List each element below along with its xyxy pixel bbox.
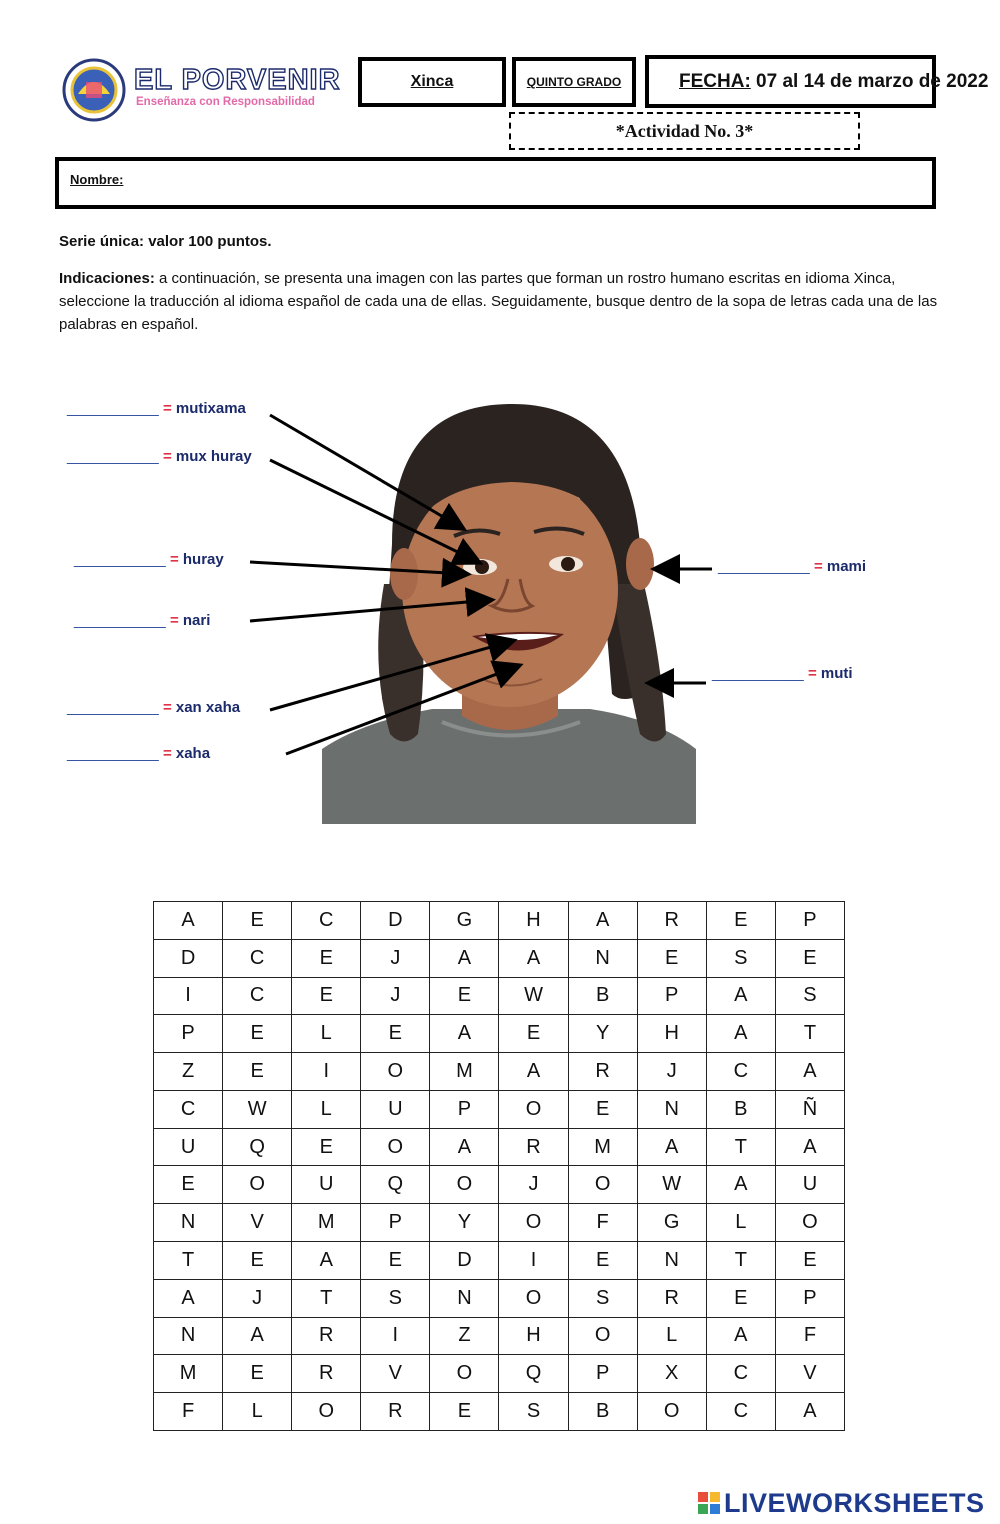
grid-cell[interactable]: D xyxy=(361,902,430,940)
grid-cell[interactable]: R xyxy=(637,1279,706,1317)
grid-cell[interactable]: I xyxy=(361,1317,430,1355)
grid-cell[interactable]: B xyxy=(568,1393,637,1431)
grid-cell[interactable]: O xyxy=(361,1053,430,1091)
grid-cell[interactable]: A xyxy=(706,1166,775,1204)
grid-cell[interactable]: M xyxy=(568,1128,637,1166)
grid-cell[interactable]: V xyxy=(775,1355,844,1393)
label-word: nari xyxy=(182,612,211,629)
grid-cell[interactable]: R xyxy=(637,902,706,940)
grid-cell[interactable]: H xyxy=(499,1317,568,1355)
answer-blank[interactable]: ___________ xyxy=(712,665,804,682)
grid-cell[interactable]: P xyxy=(637,977,706,1015)
grid-cell[interactable]: Z xyxy=(154,1053,223,1091)
grid-row xyxy=(154,1015,845,1053)
arrow-xan-xaha xyxy=(270,641,512,710)
grid-cell[interactable]: R xyxy=(292,1317,361,1355)
grid-row xyxy=(154,1355,845,1393)
grid-cell[interactable]: F xyxy=(568,1204,637,1242)
grid-cell[interactable]: E xyxy=(775,939,844,977)
grid-cell[interactable]: T xyxy=(706,1242,775,1280)
label-word: mami xyxy=(826,558,867,575)
grid-cell[interactable]: J xyxy=(361,977,430,1015)
grid-cell[interactable]: O xyxy=(775,1204,844,1242)
arrow-nari xyxy=(250,600,490,621)
grid-cell[interactable]: L xyxy=(292,1015,361,1053)
equals-sign: = xyxy=(162,448,172,465)
answer-blank[interactable]: ___________ xyxy=(74,612,166,629)
grid-cell[interactable]: W xyxy=(223,1090,292,1128)
grid-cell[interactable]: L xyxy=(706,1204,775,1242)
answer-blank[interactable]: ___________ xyxy=(67,745,159,762)
grid-cell[interactable]: O xyxy=(568,1166,637,1204)
grid-cell[interactable]: J xyxy=(637,1053,706,1091)
grid-cell[interactable]: U xyxy=(361,1090,430,1128)
grid-cell[interactable]: P xyxy=(775,902,844,940)
grid-cell[interactable]: S xyxy=(361,1279,430,1317)
label-nari xyxy=(74,612,210,629)
grid-cell[interactable]: M xyxy=(154,1355,223,1393)
grid-cell[interactable]: T xyxy=(154,1242,223,1280)
label-word: huray xyxy=(182,551,224,568)
grid-cell[interactable]: O xyxy=(292,1393,361,1431)
answer-blank[interactable]: ___________ xyxy=(718,558,810,575)
grid-cell[interactable]: A xyxy=(292,1242,361,1280)
equals-sign: = xyxy=(162,400,172,417)
grid-cell[interactable]: A xyxy=(154,902,223,940)
grid-cell[interactable]: A xyxy=(223,1317,292,1355)
grid-cell[interactable]: A xyxy=(499,939,568,977)
grid-cell[interactable]: Y xyxy=(568,1015,637,1053)
liveworksheets-brand: LIVEWORKSHEETS xyxy=(724,1488,985,1518)
grid-row xyxy=(154,1204,845,1242)
grid-cell[interactable]: U xyxy=(775,1166,844,1204)
equals-sign: = xyxy=(162,699,172,716)
grid-row xyxy=(154,1053,845,1091)
equals-sign: = xyxy=(807,665,817,682)
grid-cell[interactable]: L xyxy=(637,1317,706,1355)
grid-cell[interactable]: N xyxy=(154,1317,223,1355)
label-xaha xyxy=(67,745,210,762)
grid-cell[interactable]: A xyxy=(430,1015,499,1053)
grid-cell[interactable]: H xyxy=(637,1015,706,1053)
grid-cell[interactable]: C xyxy=(706,1355,775,1393)
grid-cell[interactable]: E xyxy=(706,1279,775,1317)
grid-cell[interactable]: Q xyxy=(499,1355,568,1393)
grid-cell[interactable]: E xyxy=(223,1355,292,1393)
arrow-xaha xyxy=(286,666,518,754)
grid-cell[interactable]: E xyxy=(775,1242,844,1280)
equals-sign: = xyxy=(162,745,172,762)
grid-row xyxy=(154,1242,845,1280)
grid-cell[interactable]: B xyxy=(568,977,637,1015)
grid-cell[interactable]: G xyxy=(637,1204,706,1242)
grid-cell[interactable]: H xyxy=(499,902,568,940)
grid-cell[interactable]: E xyxy=(223,1015,292,1053)
answer-blank[interactable]: ___________ xyxy=(67,699,159,716)
grid-cell[interactable]: B xyxy=(706,1090,775,1128)
equals-sign: = xyxy=(169,551,179,568)
grid-row xyxy=(154,1279,845,1317)
grid-cell[interactable]: Q xyxy=(223,1128,292,1166)
grid-cell[interactable]: C xyxy=(706,1053,775,1091)
grid-cell[interactable]: L xyxy=(292,1090,361,1128)
grid-cell[interactable]: E xyxy=(430,977,499,1015)
grid-cell[interactable]: P xyxy=(430,1090,499,1128)
grid-cell[interactable]: R xyxy=(499,1128,568,1166)
grid-cell[interactable]: V xyxy=(223,1204,292,1242)
indic-text: a continuación, se presenta una imagen con las partes que forman un rostro humano escritas en idioma Xinca, seleccione la traducción al idioma español de cada una de ellas. Seguidamente, busque dentro de la sopa de letras cada una de las palabras en español. xyxy=(59,270,938,333)
grid-cell[interactable]: E xyxy=(223,1053,292,1091)
label-word: mutixama xyxy=(175,400,246,417)
grid-cell[interactable]: Q xyxy=(361,1166,430,1204)
grade-text: QUINTO GRADO xyxy=(526,75,622,89)
grid-cell[interactable]: O xyxy=(499,1204,568,1242)
grid-cell[interactable]: F xyxy=(775,1317,844,1355)
grid-cell[interactable]: E xyxy=(499,1015,568,1053)
grid-cell[interactable]: D xyxy=(430,1242,499,1280)
grid-cell[interactable]: Y xyxy=(430,1204,499,1242)
grid-cell[interactable]: O xyxy=(361,1128,430,1166)
grid-cell[interactable]: A xyxy=(499,1053,568,1091)
grid-cell[interactable]: A xyxy=(706,1015,775,1053)
grid-row xyxy=(154,1090,845,1128)
grid-cell[interactable]: E xyxy=(361,1015,430,1053)
grid-cell[interactable]: E xyxy=(568,1242,637,1280)
label-word: muti xyxy=(820,665,853,682)
grid-cell[interactable]: V xyxy=(361,1355,430,1393)
grid-cell[interactable]: O xyxy=(430,1166,499,1204)
grid-cell[interactable]: R xyxy=(568,1053,637,1091)
grid-cell[interactable]: D xyxy=(154,939,223,977)
label-mutixama xyxy=(67,400,246,417)
grid-cell[interactable]: A xyxy=(568,902,637,940)
grid-cell[interactable]: Ñ xyxy=(775,1090,844,1128)
grid-cell[interactable]: O xyxy=(499,1090,568,1128)
grid-row xyxy=(154,1317,845,1355)
grid-cell[interactable]: L xyxy=(223,1393,292,1431)
grid-cell[interactable]: U xyxy=(292,1166,361,1204)
liveworksheets-logo-icon xyxy=(698,1492,720,1514)
grid-cell[interactable]: E xyxy=(223,902,292,940)
grid-cell[interactable]: S xyxy=(499,1393,568,1431)
equals-sign: = xyxy=(813,558,823,575)
grid-cell[interactable]: I xyxy=(499,1242,568,1280)
grid-cell[interactable]: S xyxy=(706,939,775,977)
grid-cell[interactable]: W xyxy=(637,1166,706,1204)
grid-cell[interactable]: A xyxy=(430,939,499,977)
grid-cell[interactable]: E xyxy=(223,1242,292,1280)
grid-row xyxy=(154,1393,845,1431)
label-xan-xaha xyxy=(67,699,240,716)
arrow-huray xyxy=(250,562,466,574)
grid-cell[interactable]: A xyxy=(775,1053,844,1091)
grid-cell[interactable]: J xyxy=(223,1279,292,1317)
grid-cell[interactable]: N xyxy=(637,1242,706,1280)
grid-cell[interactable]: R xyxy=(292,1355,361,1393)
grid-cell[interactable]: O xyxy=(499,1279,568,1317)
grid-cell[interactable]: P xyxy=(568,1355,637,1393)
grid-cell[interactable]: C xyxy=(706,1393,775,1431)
grid-cell[interactable]: R xyxy=(361,1393,430,1431)
grid-cell[interactable]: A xyxy=(430,1128,499,1166)
grid-cell[interactable]: E xyxy=(154,1166,223,1204)
grid-cell[interactable]: I xyxy=(154,977,223,1015)
grid-cell[interactable]: O xyxy=(637,1393,706,1431)
word-search-grid xyxy=(153,901,845,1431)
label-huray xyxy=(74,551,224,568)
grid-cell[interactable]: F xyxy=(154,1393,223,1431)
arrow-mutixama xyxy=(270,415,462,528)
grid-cell[interactable]: C xyxy=(223,939,292,977)
label-mami xyxy=(718,558,866,575)
grid-cell[interactable]: T xyxy=(292,1279,361,1317)
grid-row xyxy=(154,1128,845,1166)
grid-cell[interactable]: C xyxy=(154,1090,223,1128)
grid-cell[interactable]: O xyxy=(568,1317,637,1355)
date-label: FECHA: xyxy=(679,70,751,92)
name-label: Nombre: xyxy=(70,172,124,187)
grid-cell[interactable]: W xyxy=(499,977,568,1015)
label-word: xaha xyxy=(175,745,211,762)
grid-cell[interactable]: E xyxy=(706,902,775,940)
grid-cell[interactable]: E xyxy=(430,1393,499,1431)
grid-row xyxy=(154,1166,845,1204)
label-word: xan xaha xyxy=(175,699,241,716)
subject-text: Xinca xyxy=(410,73,454,90)
label-mux-huray xyxy=(67,448,252,465)
grid-cell[interactable]: X xyxy=(637,1355,706,1393)
grid-cell[interactable]: S xyxy=(775,977,844,1015)
grid-cell[interactable]: J xyxy=(361,939,430,977)
school-name: EL PORVENIR xyxy=(134,64,341,96)
grid-cell[interactable]: A xyxy=(775,1128,844,1166)
equals-sign: = xyxy=(169,612,179,629)
label-muti xyxy=(712,665,853,682)
grid-cell[interactable]: J xyxy=(499,1166,568,1204)
indic-label: Indicaciones: xyxy=(59,270,155,287)
grid-cell[interactable]: E xyxy=(292,1128,361,1166)
grid-row xyxy=(154,939,845,977)
grid-cell[interactable]: E xyxy=(637,939,706,977)
grid-cell[interactable]: O xyxy=(223,1166,292,1204)
grid-cell[interactable]: N xyxy=(568,939,637,977)
grid-cell[interactable]: N xyxy=(154,1204,223,1242)
date-value: 07 al 14 de marzo de 2022 xyxy=(750,70,989,92)
grid-cell[interactable]: A xyxy=(706,977,775,1015)
school-slogan: Enseñanza con Responsabilidad xyxy=(136,96,315,108)
grid-cell[interactable]: U xyxy=(154,1128,223,1166)
grid-cell[interactable]: A xyxy=(637,1128,706,1166)
grid-cell[interactable]: N xyxy=(430,1279,499,1317)
activity-title: *Actividad No. 3* xyxy=(509,112,860,150)
grid-cell[interactable]: A xyxy=(154,1279,223,1317)
grid-cell[interactable]: C xyxy=(292,902,361,940)
grid-cell[interactable]: P xyxy=(775,1279,844,1317)
grid-cell[interactable]: M xyxy=(292,1204,361,1242)
grid-cell[interactable]: E xyxy=(292,977,361,1015)
grid-row xyxy=(154,977,845,1015)
serie-title: Serie única: valor 100 puntos. xyxy=(59,233,272,250)
answer-blank[interactable]: ___________ xyxy=(67,448,159,465)
grid-cell[interactable]: N xyxy=(637,1090,706,1128)
grid-cell[interactable]: O xyxy=(430,1355,499,1393)
grid-cell[interactable]: P xyxy=(361,1204,430,1242)
grid-cell[interactable]: C xyxy=(223,977,292,1015)
label-word: mux huray xyxy=(175,448,252,465)
grid-cell[interactable]: S xyxy=(568,1279,637,1317)
grid-cell[interactable]: P xyxy=(154,1015,223,1053)
grid-row xyxy=(154,902,845,940)
grid-cell[interactable]: A xyxy=(706,1317,775,1355)
grid-cell[interactable]: T xyxy=(775,1015,844,1053)
answer-blank[interactable]: ___________ xyxy=(67,400,159,417)
grid-cell[interactable]: E xyxy=(568,1090,637,1128)
grid-cell[interactable]: G xyxy=(430,902,499,940)
grid-cell[interactable]: A xyxy=(775,1393,844,1431)
grid-cell[interactable]: I xyxy=(292,1053,361,1091)
grid-cell[interactable]: T xyxy=(706,1128,775,1166)
answer-blank[interactable]: ___________ xyxy=(74,551,166,568)
grid-cell[interactable]: M xyxy=(430,1053,499,1091)
grid-cell[interactable]: E xyxy=(361,1242,430,1280)
grid-cell[interactable]: E xyxy=(292,939,361,977)
grid-cell[interactable]: Z xyxy=(430,1317,499,1355)
